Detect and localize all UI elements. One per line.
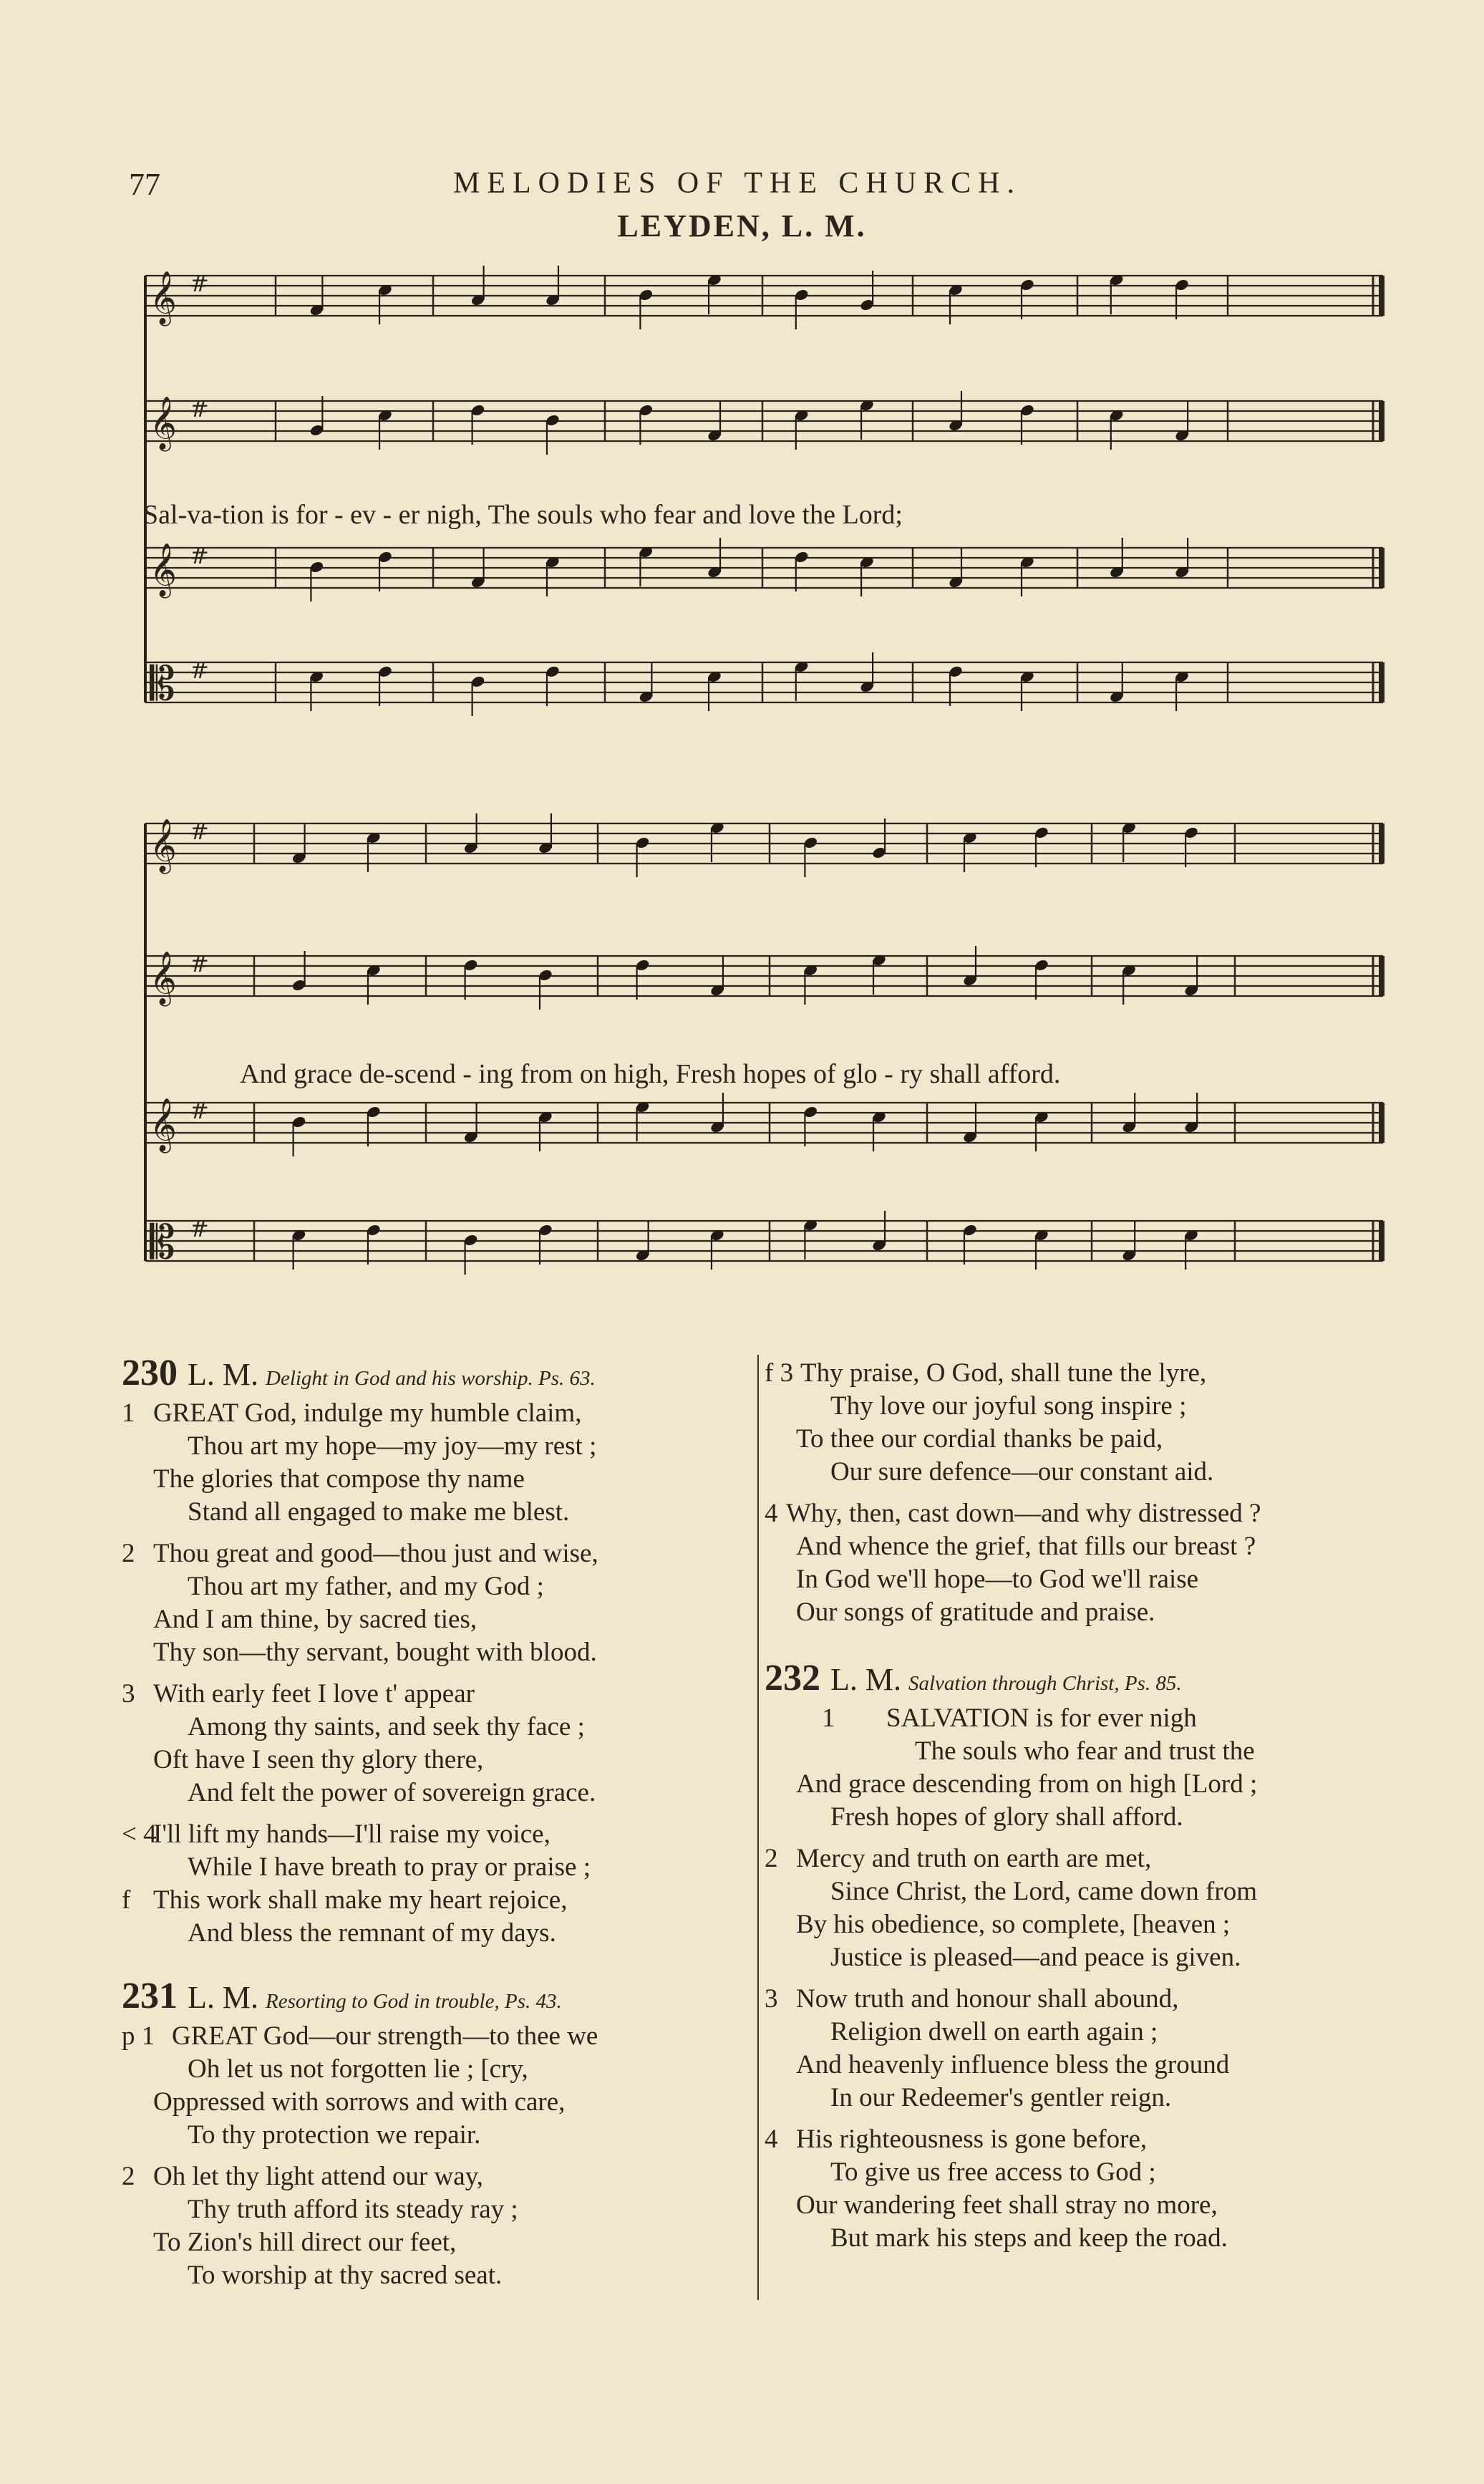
verse-line: And heavenly influence bless the ground bbox=[796, 2050, 1230, 2079]
svg-text:#: # bbox=[190, 950, 209, 977]
verse bbox=[765, 1842, 1373, 1974]
verse-line: Oppressed with sorrows and with care, bbox=[153, 2087, 566, 2117]
verse-line: Thou art my father, and my God ; bbox=[188, 1572, 544, 1601]
verse-number: 1 bbox=[122, 1398, 135, 1428]
hymn-header bbox=[122, 1976, 752, 2020]
verse-number: f 3 bbox=[765, 1358, 794, 1388]
lyric-line-1: Sal-va-tion is for - ev - er nigh, The souls who fear and love the Lord; bbox=[143, 500, 903, 530]
svg-text:#: # bbox=[190, 1215, 209, 1242]
svg-text:#: # bbox=[190, 270, 209, 297]
verse-line: Now truth and honour shall abound, bbox=[796, 1984, 1179, 2014]
verse-line: Stand all engaged to make me blest. bbox=[188, 1497, 570, 1527]
svg-text:#: # bbox=[190, 1097, 209, 1124]
verse-line: The souls who fear and trust the bbox=[915, 1736, 1255, 1766]
verse bbox=[122, 1818, 752, 1884]
hymn-230 bbox=[122, 1353, 752, 2301]
verse bbox=[765, 1983, 1373, 2115]
verse-number: f bbox=[122, 1885, 131, 1915]
verse-line: Why, then, cast down—and why distressed ? bbox=[786, 1499, 1261, 1528]
verse-line: In God we'll hope—to God we'll raise bbox=[796, 1565, 1199, 1594]
verse-line: And bless the remnant of my days. bbox=[188, 1918, 556, 1948]
svg-text:#: # bbox=[190, 657, 209, 684]
verse-line: Since Christ, the Lord, came down from bbox=[830, 1877, 1257, 1906]
verse-line: Our songs of gratitude and praise. bbox=[796, 1598, 1155, 1627]
verse-line: Oh let thy light attend our way, bbox=[153, 2162, 484, 2191]
verse-line: Among thy saints, and seek thy face ; bbox=[188, 1712, 585, 1741]
verse-line: I'll lift my hands—I'll raise my voice, bbox=[153, 1819, 551, 1849]
verse-line: Thy truth afford its steady ray ; bbox=[188, 2195, 518, 2224]
hymn-number: 230 bbox=[122, 1353, 178, 1393]
svg-text:𝄡: 𝄡 bbox=[150, 658, 175, 711]
verse-line: Mercy and truth on earth are met, bbox=[796, 1844, 1152, 1873]
hymn-subject: Salvation through Christ, Ps. 85. bbox=[908, 1672, 1182, 1695]
verse-line: To worship at thy sacred seat. bbox=[188, 2261, 503, 2290]
hymn-subject: Delight in God and his worship. Ps. 63. bbox=[266, 1367, 596, 1390]
hymn-number: 231 bbox=[122, 1976, 178, 2016]
lyric-line-2: And grace de-scend - ing from on high, Fresh hopes of glo - ry shall afford. bbox=[240, 1059, 1061, 1089]
verse-line: His righteousness is gone before, bbox=[796, 2125, 1148, 2154]
page-number: 77 bbox=[129, 167, 160, 202]
verse-line: And felt the power of sovereign grace. bbox=[188, 1778, 596, 1807]
verse-line: In our Redeemer's gentler reign. bbox=[830, 2083, 1172, 2112]
verse-line: Fresh hopes of glory shall afford. bbox=[830, 1802, 1183, 1832]
verse bbox=[122, 2020, 752, 2152]
verse-number: 1 bbox=[822, 1703, 835, 1733]
svg-text:𝄞: 𝄞 bbox=[150, 819, 177, 872]
verse-line: The glories that compose thy name bbox=[153, 1464, 525, 1494]
verse-number: 2 bbox=[122, 2162, 135, 2191]
verse-line: This work shall make my heart rejoice, bbox=[153, 1885, 568, 1915]
verse-line: Thy love our joyful song inspire ; bbox=[830, 1391, 1187, 1421]
tune-title: LEYDEN, L. M. bbox=[617, 208, 867, 243]
verse-line: SALVATION is for ever nigh bbox=[886, 1703, 1197, 1733]
verse-line: GREAT God—our strength—to thee we bbox=[172, 2021, 598, 2051]
verse-line: GREAT God, indulge my humble claim, bbox=[153, 1398, 582, 1428]
verse-line: Oh let us not forgotten lie ; [cry, bbox=[188, 2054, 528, 2084]
verse-line: Thou great and good—thou just and wise, bbox=[153, 1539, 598, 1568]
verse-number: p 1 bbox=[122, 2021, 155, 2051]
hymn-header bbox=[122, 1353, 752, 1397]
hymn-meter: L. M. bbox=[830, 1662, 901, 1697]
verse-number: 3 bbox=[765, 1984, 778, 2014]
column-divider bbox=[757, 1355, 759, 2300]
verse bbox=[122, 2160, 752, 2292]
hymn-meter: L. M. bbox=[188, 1357, 258, 1392]
hymn-number: 232 bbox=[765, 1658, 820, 1698]
verse-line: While I have breath to pray or praise ; bbox=[188, 1852, 591, 1882]
verse bbox=[765, 1497, 1373, 1629]
verse-number: 2 bbox=[765, 1844, 778, 1873]
hymn-meter: L. M. bbox=[188, 1980, 258, 2015]
verse bbox=[765, 1357, 1373, 1489]
verse bbox=[765, 1702, 1373, 1834]
svg-text:𝄞: 𝄞 bbox=[150, 397, 177, 450]
svg-text:𝄞: 𝄞 bbox=[150, 271, 177, 324]
verse bbox=[122, 1397, 752, 1529]
verse-line: Thou art my hope—my joy—my rest ; bbox=[188, 1431, 597, 1461]
verse-line: To thy protection we repair. bbox=[188, 2120, 481, 2150]
svg-text:𝄞: 𝄞 bbox=[150, 543, 177, 596]
hymn-subject: Resorting to God in trouble, Ps. 43. bbox=[266, 1990, 562, 2013]
verse-line: Thy son—thy servant, bought with blood. bbox=[153, 1638, 597, 1667]
verse bbox=[765, 2123, 1373, 2255]
verse-line: Oft have I seen thy glory there, bbox=[153, 1745, 484, 1774]
svg-text:𝄞: 𝄞 bbox=[150, 952, 177, 1005]
svg-text:#: # bbox=[190, 395, 209, 422]
verse-line: And I am thine, by sacred ties, bbox=[153, 1605, 477, 1634]
verse-line: Our wandering feet shall stray no more, bbox=[796, 2190, 1218, 2220]
hymn-header bbox=[765, 1658, 1373, 1702]
verse bbox=[122, 1678, 752, 1809]
verse-number: 4 bbox=[765, 1499, 778, 1528]
verse-line: Justice is pleased—and peace is given. bbox=[830, 1943, 1241, 1972]
verse-line: To thee our cordial thanks be paid, bbox=[796, 1424, 1163, 1454]
verse-line: And grace descending from on high [Lord ; bbox=[796, 1769, 1258, 1799]
verse-line: And whence the grief, that fills our breast ? bbox=[796, 1532, 1256, 1561]
verse-line: Religion dwell on earth again ; bbox=[830, 2017, 1158, 2046]
verse-line: By his obedience, so complete, [heaven ; bbox=[796, 1910, 1231, 1939]
verse-number: 3 bbox=[122, 1679, 135, 1709]
verse-number: < 4 bbox=[122, 1819, 157, 1849]
verse-line: To give us free access to God ; bbox=[830, 2157, 1156, 2187]
book-title: MELODIES OF THE CHURCH. bbox=[453, 167, 1022, 200]
verse-line: Thy praise, O God, shall tune the lyre, bbox=[800, 1358, 1207, 1388]
svg-text:𝄞: 𝄞 bbox=[150, 1098, 177, 1151]
verse-line: But mark his steps and keep the road. bbox=[830, 2223, 1228, 2253]
verse bbox=[122, 1537, 752, 1669]
verse-line: With early feet I love t' appear bbox=[153, 1679, 475, 1709]
verse-number: 2 bbox=[122, 1539, 135, 1568]
svg-text:#: # bbox=[190, 818, 209, 845]
svg-text:𝄡: 𝄡 bbox=[150, 1217, 175, 1270]
verse bbox=[122, 1884, 752, 1950]
verse-line: Our sure defence—our constant aid. bbox=[830, 1457, 1214, 1487]
svg-text:#: # bbox=[190, 542, 209, 569]
verse-number: 4 bbox=[765, 2125, 778, 2154]
hymn-230-cont-and-232 bbox=[765, 1357, 1373, 2263]
running-head bbox=[129, 166, 1346, 209]
verse-line: To Zion's hill direct our feet, bbox=[153, 2228, 457, 2257]
